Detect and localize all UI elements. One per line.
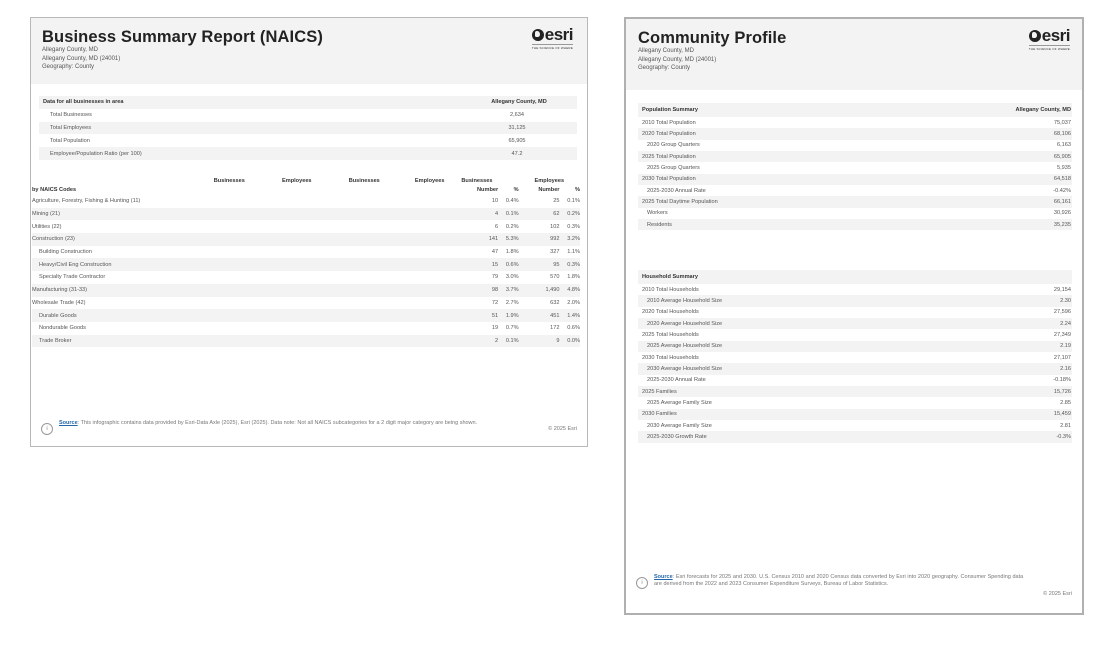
source-text: : This infographic contains data provided by Esri-Data Axle (2025), Esri (2025). Data note: Not all NAICS subcategories for a 2 digit major category are being shown.: [77, 420, 478, 426]
table-row: [638, 341, 1072, 352]
table-row: [638, 185, 1072, 196]
report-footer: [41, 420, 577, 435]
col-header-businesses: Businesses: [348, 178, 380, 184]
employees-number: 102: [550, 223, 560, 230]
table-row: [638, 318, 1072, 329]
col-header-employees: Employees: [534, 178, 565, 184]
row-label: 2030 Average Household Size: [647, 366, 723, 373]
report-subtitle-area: Allegany County, MD: [42, 47, 98, 53]
row-label: Total Employees: [50, 124, 92, 131]
businesses-number: 15: [491, 261, 499, 268]
table-row: [638, 420, 1072, 431]
industry-label: Specialty Trade Contractor: [39, 274, 106, 281]
row-label: 2025 Families: [642, 388, 677, 395]
businesses-percent: 3.0%: [505, 274, 519, 281]
row-value: 27,596: [1053, 309, 1071, 316]
businesses-number: 19: [491, 325, 499, 332]
businesses-percent: 5.3%: [505, 236, 519, 243]
table-row: [638, 307, 1072, 318]
industry-label: Wholesale Trade (42): [32, 299, 86, 306]
table-row: [638, 397, 1072, 408]
subheader-number: Number: [477, 187, 499, 193]
row-value: 6,163: [1057, 142, 1071, 149]
col-header-businesses: Businesses: [213, 178, 245, 184]
household-summary-header: Household Summary: [638, 270, 993, 284]
report-title: Business Summary Report (NAICS): [42, 28, 323, 46]
employees-number: 25: [553, 198, 560, 205]
row-label: 2025 Total Population: [642, 153, 696, 160]
employees-number: 95: [553, 261, 560, 268]
businesses-percent: 0.7%: [505, 325, 519, 332]
row-value: 64,518: [1053, 176, 1071, 183]
row-label: 2010 Average Household Size: [647, 298, 723, 305]
employees-percent: 0.3%: [567, 223, 580, 230]
businesses-number: 141: [488, 236, 499, 243]
row-label: 2030 Families: [642, 411, 677, 418]
row-label: Total Businesses: [50, 112, 92, 119]
table-row: [638, 162, 1072, 173]
logo-tagline: THE SCIENCE OF WHERE: [531, 46, 573, 50]
row-value: 2.81: [1060, 422, 1071, 429]
table-row: [32, 309, 580, 322]
industry-label: Utilities (22): [32, 223, 62, 230]
col-header-businesses: Businesses: [461, 178, 493, 184]
business-summary-table: [39, 96, 577, 160]
row-label: 2025-2030 Growth Rate: [647, 434, 707, 441]
logo-tagline: THE SCIENCE OF WHERE: [1028, 47, 1070, 51]
table-row: [32, 322, 580, 335]
report-header: [626, 19, 1082, 90]
row-value: 29,154: [1053, 286, 1071, 293]
employees-percent: 0.6%: [567, 325, 580, 332]
row-label: Workers: [647, 210, 668, 217]
businesses-percent: 1.9%: [505, 312, 519, 319]
table-row: [638, 219, 1072, 230]
table-row: [638, 352, 1072, 363]
businesses-percent: 2.7%: [505, 299, 519, 306]
table-row: [638, 196, 1072, 207]
source-text: : Esri forecasts for 2025 and 2030. U.S. Census 2010 and 2020 Census data converted by Esri into 2020 geography. Consumer Spending data are derived from the 2022 and 2023 Consumer Expenditure Surveys, Bureau of Labor Statistics.: [654, 574, 1024, 588]
row-label: 2025 Group Quarters: [647, 165, 700, 172]
businesses-percent: 1.8%: [505, 249, 519, 256]
employees-percent: 0.2%: [567, 211, 580, 218]
report-subtitle-fips: Allegany County, MD (24001): [42, 55, 121, 62]
table-row: [638, 174, 1072, 185]
row-label: 2030 Total Households: [642, 354, 699, 361]
table-row: [32, 297, 580, 310]
table-row: [32, 258, 580, 271]
table-row: [638, 409, 1072, 420]
businesses-percent: 3.7%: [505, 287, 519, 294]
table-row: [32, 220, 580, 233]
report-subtitle-geography: Geography: County: [42, 64, 95, 70]
industry-label: Trade Broker: [39, 337, 72, 344]
esri-logo: [1028, 26, 1070, 51]
table-row: [638, 375, 1072, 386]
row-value: 15,726: [1053, 388, 1071, 395]
report-footer: [636, 574, 1072, 597]
businesses-number: 10: [491, 198, 499, 205]
table-row: [638, 128, 1072, 139]
industry-label: Construction (23): [32, 236, 75, 243]
table-row: [638, 431, 1072, 442]
summary-header-area: Allegany County, MD: [491, 99, 547, 106]
row-value: 27,107: [1053, 354, 1071, 361]
table-row: [39, 147, 577, 160]
businesses-number: 4: [495, 211, 499, 218]
row-value: 65,905: [1053, 153, 1071, 160]
employees-percent: 1.4%: [567, 312, 580, 319]
row-value: -0.42%: [1053, 187, 1071, 194]
employees-percent: 0.0%: [567, 337, 580, 344]
employees-number: 172: [550, 325, 560, 332]
row-label: 2025-2030 Annual Rate: [647, 187, 706, 194]
summary-header-label: Data for all businesses in area: [43, 99, 124, 106]
industry-label: Agriculture, Forestry, Fishing & Hunting (11): [32, 198, 141, 205]
table-row: [638, 117, 1072, 128]
row-label: Total Population: [50, 137, 90, 144]
row-label: 2025 Total Households: [642, 332, 699, 339]
industry-label: Nondurable Goods: [39, 325, 86, 332]
businesses-percent: 0.6%: [505, 261, 519, 268]
col-header-employees: Employees: [282, 178, 312, 184]
row-label: 2025 Average Family Size: [647, 400, 712, 407]
row-label: 2020 Total Households: [642, 309, 699, 316]
table-row: [32, 246, 580, 259]
row-value: 27,349: [1053, 332, 1071, 339]
industry-label: Heavy/Civil Eng Construction: [39, 261, 112, 268]
table-row: [39, 134, 577, 147]
employees-percent: 4.8%: [567, 287, 580, 294]
community-profile-report: [624, 17, 1084, 615]
employees-number: 451: [550, 312, 560, 319]
table-row: [638, 363, 1072, 374]
employees-percent: 1.8%: [567, 274, 580, 281]
row-label: 2025-2030 Annual Rate: [647, 377, 706, 384]
row-label: Employee/Population Ratio (per 100): [50, 150, 142, 157]
industry-label: Durable Goods: [39, 312, 77, 319]
industry-label: Manufacturing (31-33): [32, 287, 88, 294]
businesses-number: 98: [491, 287, 499, 294]
row-value: 47.2: [511, 150, 523, 157]
row-label: 2010 Total Population: [642, 119, 696, 126]
row-label: 2025 Average Household Size: [647, 343, 723, 350]
row-value: -0.18%: [1053, 377, 1071, 384]
employees-number: 992: [550, 236, 560, 243]
businesses-number: 6: [495, 223, 499, 230]
info-icon: i: [41, 423, 53, 435]
businesses-number: 2: [495, 337, 499, 344]
businesses-number: 47: [491, 249, 499, 256]
subheader-percent: %: [575, 187, 580, 193]
naics-table: [32, 177, 580, 347]
col-header-employees: Employees: [414, 178, 445, 184]
employees-percent: 1.1%: [567, 249, 580, 256]
row-value: 2,634: [510, 112, 524, 119]
table-row: [32, 208, 580, 221]
source-note: [654, 574, 1023, 589]
employees-number: 1,490: [545, 287, 560, 294]
source-link[interactable]: Source: [654, 574, 673, 580]
report-subtitle-area: Allegany County, MD: [638, 48, 694, 54]
table-row: [638, 208, 1072, 219]
row-value: -0.3%: [1056, 434, 1071, 441]
table-row: [32, 195, 580, 208]
source-link[interactable]: Source: [59, 420, 78, 426]
businesses-percent: 0.2%: [505, 223, 519, 230]
table-row: [32, 284, 580, 297]
employees-percent: 3.2%: [567, 236, 580, 243]
row-value: 35,235: [1053, 221, 1071, 228]
report-header: [31, 18, 587, 84]
row-label: Residents: [647, 221, 672, 228]
businesses-number: 79: [491, 274, 499, 281]
row-label: 2030 Total Population: [642, 176, 696, 183]
table-row: [638, 140, 1072, 151]
row-value: 68,106: [1053, 131, 1071, 138]
businesses-number: 51: [491, 312, 499, 319]
employees-percent: 2.0%: [567, 299, 580, 306]
info-icon: i: [636, 577, 648, 589]
table-row: [638, 386, 1072, 397]
table-row: [32, 271, 580, 284]
population-area-header: Allegany County, MD: [892, 103, 1072, 117]
row-value: 5,935: [1057, 165, 1071, 172]
globe-icon: [1029, 30, 1041, 42]
employees-percent: 0.1%: [567, 198, 580, 205]
table-row: [638, 151, 1072, 162]
table-row: [39, 109, 577, 122]
industry-label: Mining (21): [32, 211, 60, 218]
report-title: Community Profile: [638, 29, 787, 47]
businesses-percent: 0.4%: [505, 198, 519, 205]
employees-number: 570: [550, 274, 560, 281]
report-subtitle-geography: Geography: County: [638, 65, 691, 71]
row-value: 2.19: [1060, 343, 1071, 350]
table-row: [638, 295, 1072, 306]
businesses-percent: 0.1%: [505, 337, 519, 344]
row-value: 2.85: [1060, 400, 1071, 407]
row-label: 2010 Total Households: [642, 286, 699, 293]
globe-icon: [532, 29, 544, 41]
row-value: 75,037: [1053, 119, 1071, 126]
row-value: 30,926: [1053, 210, 1071, 217]
row-header-naics: by NAICS Codes: [32, 187, 77, 193]
report-subtitle-fips: Allegany County, MD (24001): [638, 56, 717, 63]
row-value: 2.30: [1060, 298, 1071, 305]
copyright: © 2025 Esri: [548, 426, 577, 432]
row-label: 2030 Average Family Size: [647, 422, 712, 429]
businesses-percent: 0.1%: [505, 211, 519, 218]
table-row: [32, 335, 580, 348]
logo-word: esri: [1041, 26, 1070, 45]
row-label: 2020 Total Population: [642, 131, 696, 138]
employees-number: 62: [553, 211, 560, 218]
source-note: [59, 420, 528, 427]
subheader-percent: %: [513, 187, 519, 193]
employees-percent: 0.3%: [567, 261, 580, 268]
row-label: 2020 Average Household Size: [647, 320, 723, 327]
row-value: 65,905: [508, 137, 526, 144]
population-summary-table: [638, 103, 1072, 230]
subheader-number: Number: [538, 187, 560, 193]
table-row: [638, 284, 1072, 295]
row-label: 2020 Group Quarters: [647, 142, 700, 149]
business-summary-report: [30, 17, 588, 447]
employees-number: 9: [556, 337, 560, 344]
employees-number: 632: [550, 299, 560, 306]
row-label: 2025 Total Daytime Population: [642, 199, 718, 206]
row-value: 66,161: [1053, 199, 1071, 206]
industry-label: Building Construction: [39, 249, 92, 256]
table-row: [39, 122, 577, 135]
logo-word: esri: [544, 25, 573, 44]
row-value: 15,459: [1053, 411, 1071, 418]
household-summary-table: [638, 270, 1072, 443]
table-row: [32, 233, 580, 246]
row-value: 31,125: [508, 124, 526, 131]
copyright: © 2025 Esri: [1043, 591, 1072, 597]
row-value: 2.24: [1060, 320, 1071, 327]
employees-number: 327: [550, 249, 560, 256]
table-row: [638, 329, 1072, 340]
businesses-number: 72: [491, 299, 499, 306]
esri-logo: [531, 25, 573, 50]
row-value: 2.16: [1060, 366, 1071, 373]
population-summary-header: Population Summary: [638, 103, 892, 117]
